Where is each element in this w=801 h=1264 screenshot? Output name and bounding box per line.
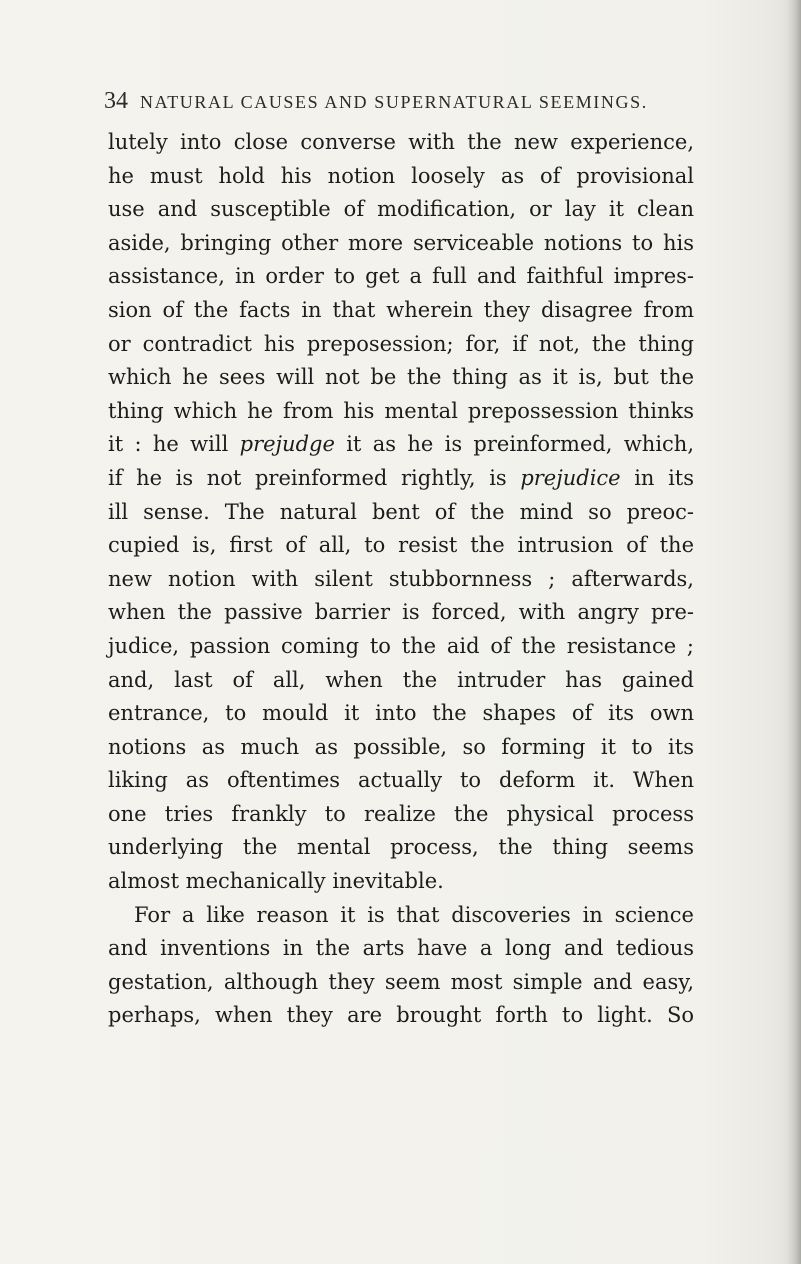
text-segment: and inventions in the arts have a long and tedious [108, 936, 694, 961]
text-segment: underlying the mental process, the thing seems [108, 835, 694, 860]
text-segment: For a like reason it is that discoveries in science [134, 902, 694, 927]
text-line [108, 999, 694, 1033]
text-line [108, 361, 694, 395]
text-line [108, 395, 694, 429]
body-text [108, 126, 694, 1033]
text-segment: cupied is, first of all, to resist the intrusion of the [108, 533, 694, 558]
text-line [108, 630, 694, 664]
text-line [108, 260, 694, 294]
text-segment: use and susceptible of modification, or lay it clean [108, 197, 694, 222]
text-segment: entrance, to mould it into the shapes of its own [108, 701, 694, 726]
text-segment: liking as oftentimes actually to deform it. When [108, 768, 694, 793]
text-line [108, 496, 694, 530]
text-segment: one tries frankly to realize the physical process [108, 801, 694, 826]
text-segment: and, last of all, when the intruder has gained [108, 667, 694, 692]
text-segment: almost mechanically inevitable. [108, 869, 444, 894]
italic-term: prejudice [520, 465, 621, 490]
text-line [108, 294, 694, 328]
text-line [108, 899, 694, 933]
paragraph [108, 899, 694, 1033]
text-line [108, 798, 694, 832]
text-segment: notions as much as possible, so forming it to its [108, 734, 694, 759]
paragraph [108, 126, 694, 899]
text-segment: lutely into close converse with the new experience, [108, 130, 694, 154]
running-title: NATURAL CAUSES AND SUPERNATURAL SEEMINGS. [140, 92, 648, 112]
text-line [108, 529, 694, 563]
text-line [108, 731, 694, 765]
text-line [108, 428, 694, 462]
text-line [108, 563, 694, 597]
text-segment: sion of the facts in that wherein they disagree from [108, 297, 694, 322]
text-line [108, 664, 694, 698]
text-line [108, 831, 694, 865]
text-segment: it as he is preinformed, which, [334, 432, 694, 457]
text-segment: in its [620, 465, 694, 490]
text-line [108, 227, 694, 261]
text-line [108, 193, 694, 227]
text-segment: judice, passion coming to the aid of the resistance ; [108, 633, 694, 658]
text-line [108, 966, 694, 1000]
text-line [108, 126, 694, 160]
text-line [108, 462, 694, 496]
text-line [108, 596, 694, 630]
page-number: 34 [104, 88, 128, 114]
text-segment: or contradict his preposession; for, if not, the thing [108, 331, 694, 356]
running-head [104, 88, 704, 118]
text-segment: he must hold his notion loosely as of provisional [108, 163, 694, 188]
text-segment: it : he will [108, 432, 240, 457]
page-spine-shadow [787, 0, 801, 1264]
text-segment: new notion with silent stubbornness ; afterwards, [108, 566, 694, 591]
text-segment: when the passive barrier is forced, with angry pre- [108, 600, 694, 625]
text-line [108, 697, 694, 731]
text-segment: thing which he from his mental prepossession thinks [108, 398, 694, 423]
text-line [108, 865, 694, 899]
text-segment: perhaps, when they are brought forth to light. So [108, 1003, 694, 1028]
text-segment: aside, bringing other more serviceable notions to his [108, 230, 694, 255]
text-segment: gestation, although they seem most simple and easy, [108, 969, 694, 994]
text-segment: assistance, in order to get a full and faithful impres- [108, 264, 694, 289]
text-line [108, 328, 694, 362]
text-line [108, 932, 694, 966]
text-line [108, 160, 694, 194]
italic-term: prejudge [239, 432, 335, 457]
text-line [108, 764, 694, 798]
text-segment: which he sees will not be the thing as it is, but the [108, 365, 694, 390]
text-segment: if he is not preinformed rightly, is [108, 465, 521, 490]
text-segment: ill sense. The natural bent of the mind so preoc- [108, 499, 694, 524]
